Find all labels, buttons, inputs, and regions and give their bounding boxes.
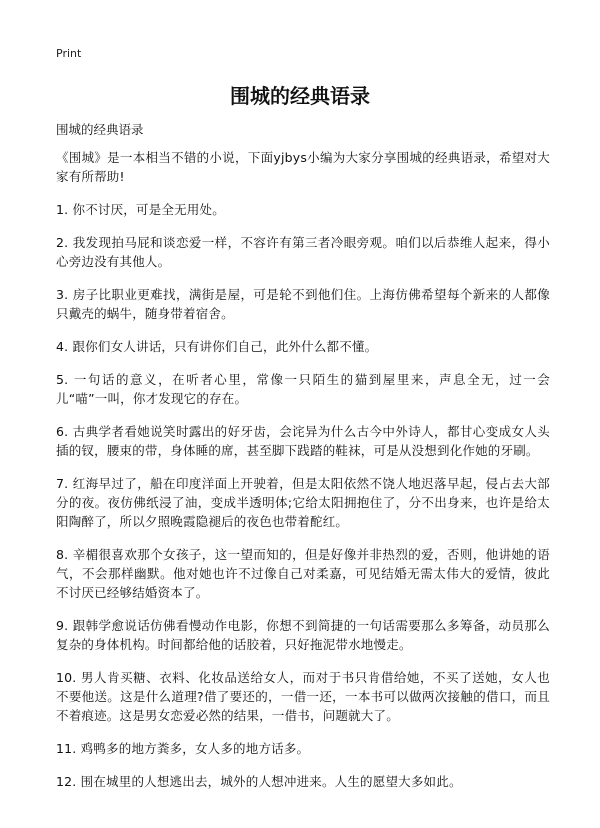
article-body (56, 148, 550, 805)
quote-2: 2. 我发现拍马屁和谈恋爱一样，不容许有第三者冷眼旁观。咱们以后恭维人起来，得小心旁边没有其他人。 (56, 235, 550, 269)
quote-10: 10. 男人肯买糖、衣料、化妆品送给女人，而对于书只肯借给她，不买了送她，女人也不要他送。这是什么道理?借了要还的，一借一还，一本书可以做两次接触的借口，而且不着痕迹。这是男女恋爱必然的结果，一借书，问题就大了。 (56, 670, 550, 723)
intro-paragraph: 《围城》是一本相当不错的小说，下面yjbys小编为大家分享围城的经典语录，希望对大家有所帮助! (56, 150, 550, 184)
quote-8: 8. 辛楣很喜欢那个女孩子，这一望而知的，但是好像并非热烈的爱，否则，他讲她的语气，不会那样幽默。他对她也许不过像自己对柔嘉，可见结婚无需太伟大的爱情，彼此不讨厌已经够结婚资本了。 (56, 547, 550, 600)
article-subtitle: 围城的经典语录 (56, 122, 144, 137)
quote-3: 3. 房子比职业更难找，满街是屋，可是轮不到他们住。上海仿佛希望每个新来的人都像只戴壳的蜗牛，随身带着宿舍。 (56, 287, 550, 321)
quote-4: 4. 跟你们女人讲话，只有讲你们自己，此外什么都不懂。 (56, 339, 378, 354)
quote-12: 12. 围在城里的人想逃出去，城外的人想冲进来。人生的愿望大多如此。 (56, 774, 462, 789)
quote-11: 11. 鸡鸭多的地方粪多，女人多的地方话多。 (56, 741, 310, 756)
quote-5: 5. 一句话的意义，在听者心里，常像一只陌生的猫到屋里来，声息全无，过一会儿“喵”一叫，你才发现它的存在。 (56, 372, 550, 406)
quote-7: 7. 红海早过了，船在印度洋面上开驶着，但是太阳依然不饶人地迟落早起，侵占去大部分的夜。夜仿佛纸浸了油，变成半透明体;它给太阳拥抱住了，分不出身来，也许是给太阳陶醉了，所以夕照晚霞隐褪后的夜色也带着酡红。 (56, 476, 550, 529)
quote-9: 9. 跟韩学愈说话仿佛看慢动作电影，你想不到简捷的一句话需要那么多筹备，动员那么复杂的身体机构。时间都给他的话胶着，只好拖泥带水地慢走。 (56, 618, 550, 652)
print-link[interactable]: Print (56, 47, 82, 60)
quote-6: 6. 古典学者看她说笑时露出的好牙齿，会诧异为什么古今中外诗人，都甘心变成女人头插的钗，腰束的带，身体睡的席，甚至脚下践踏的鞋袜，可是从没想到化作她的牙刷。 (56, 424, 550, 458)
quote-1: 1. 你不讨厌，可是全无用处。 (56, 202, 225, 217)
page-title: 围城的经典语录 (230, 84, 370, 108)
